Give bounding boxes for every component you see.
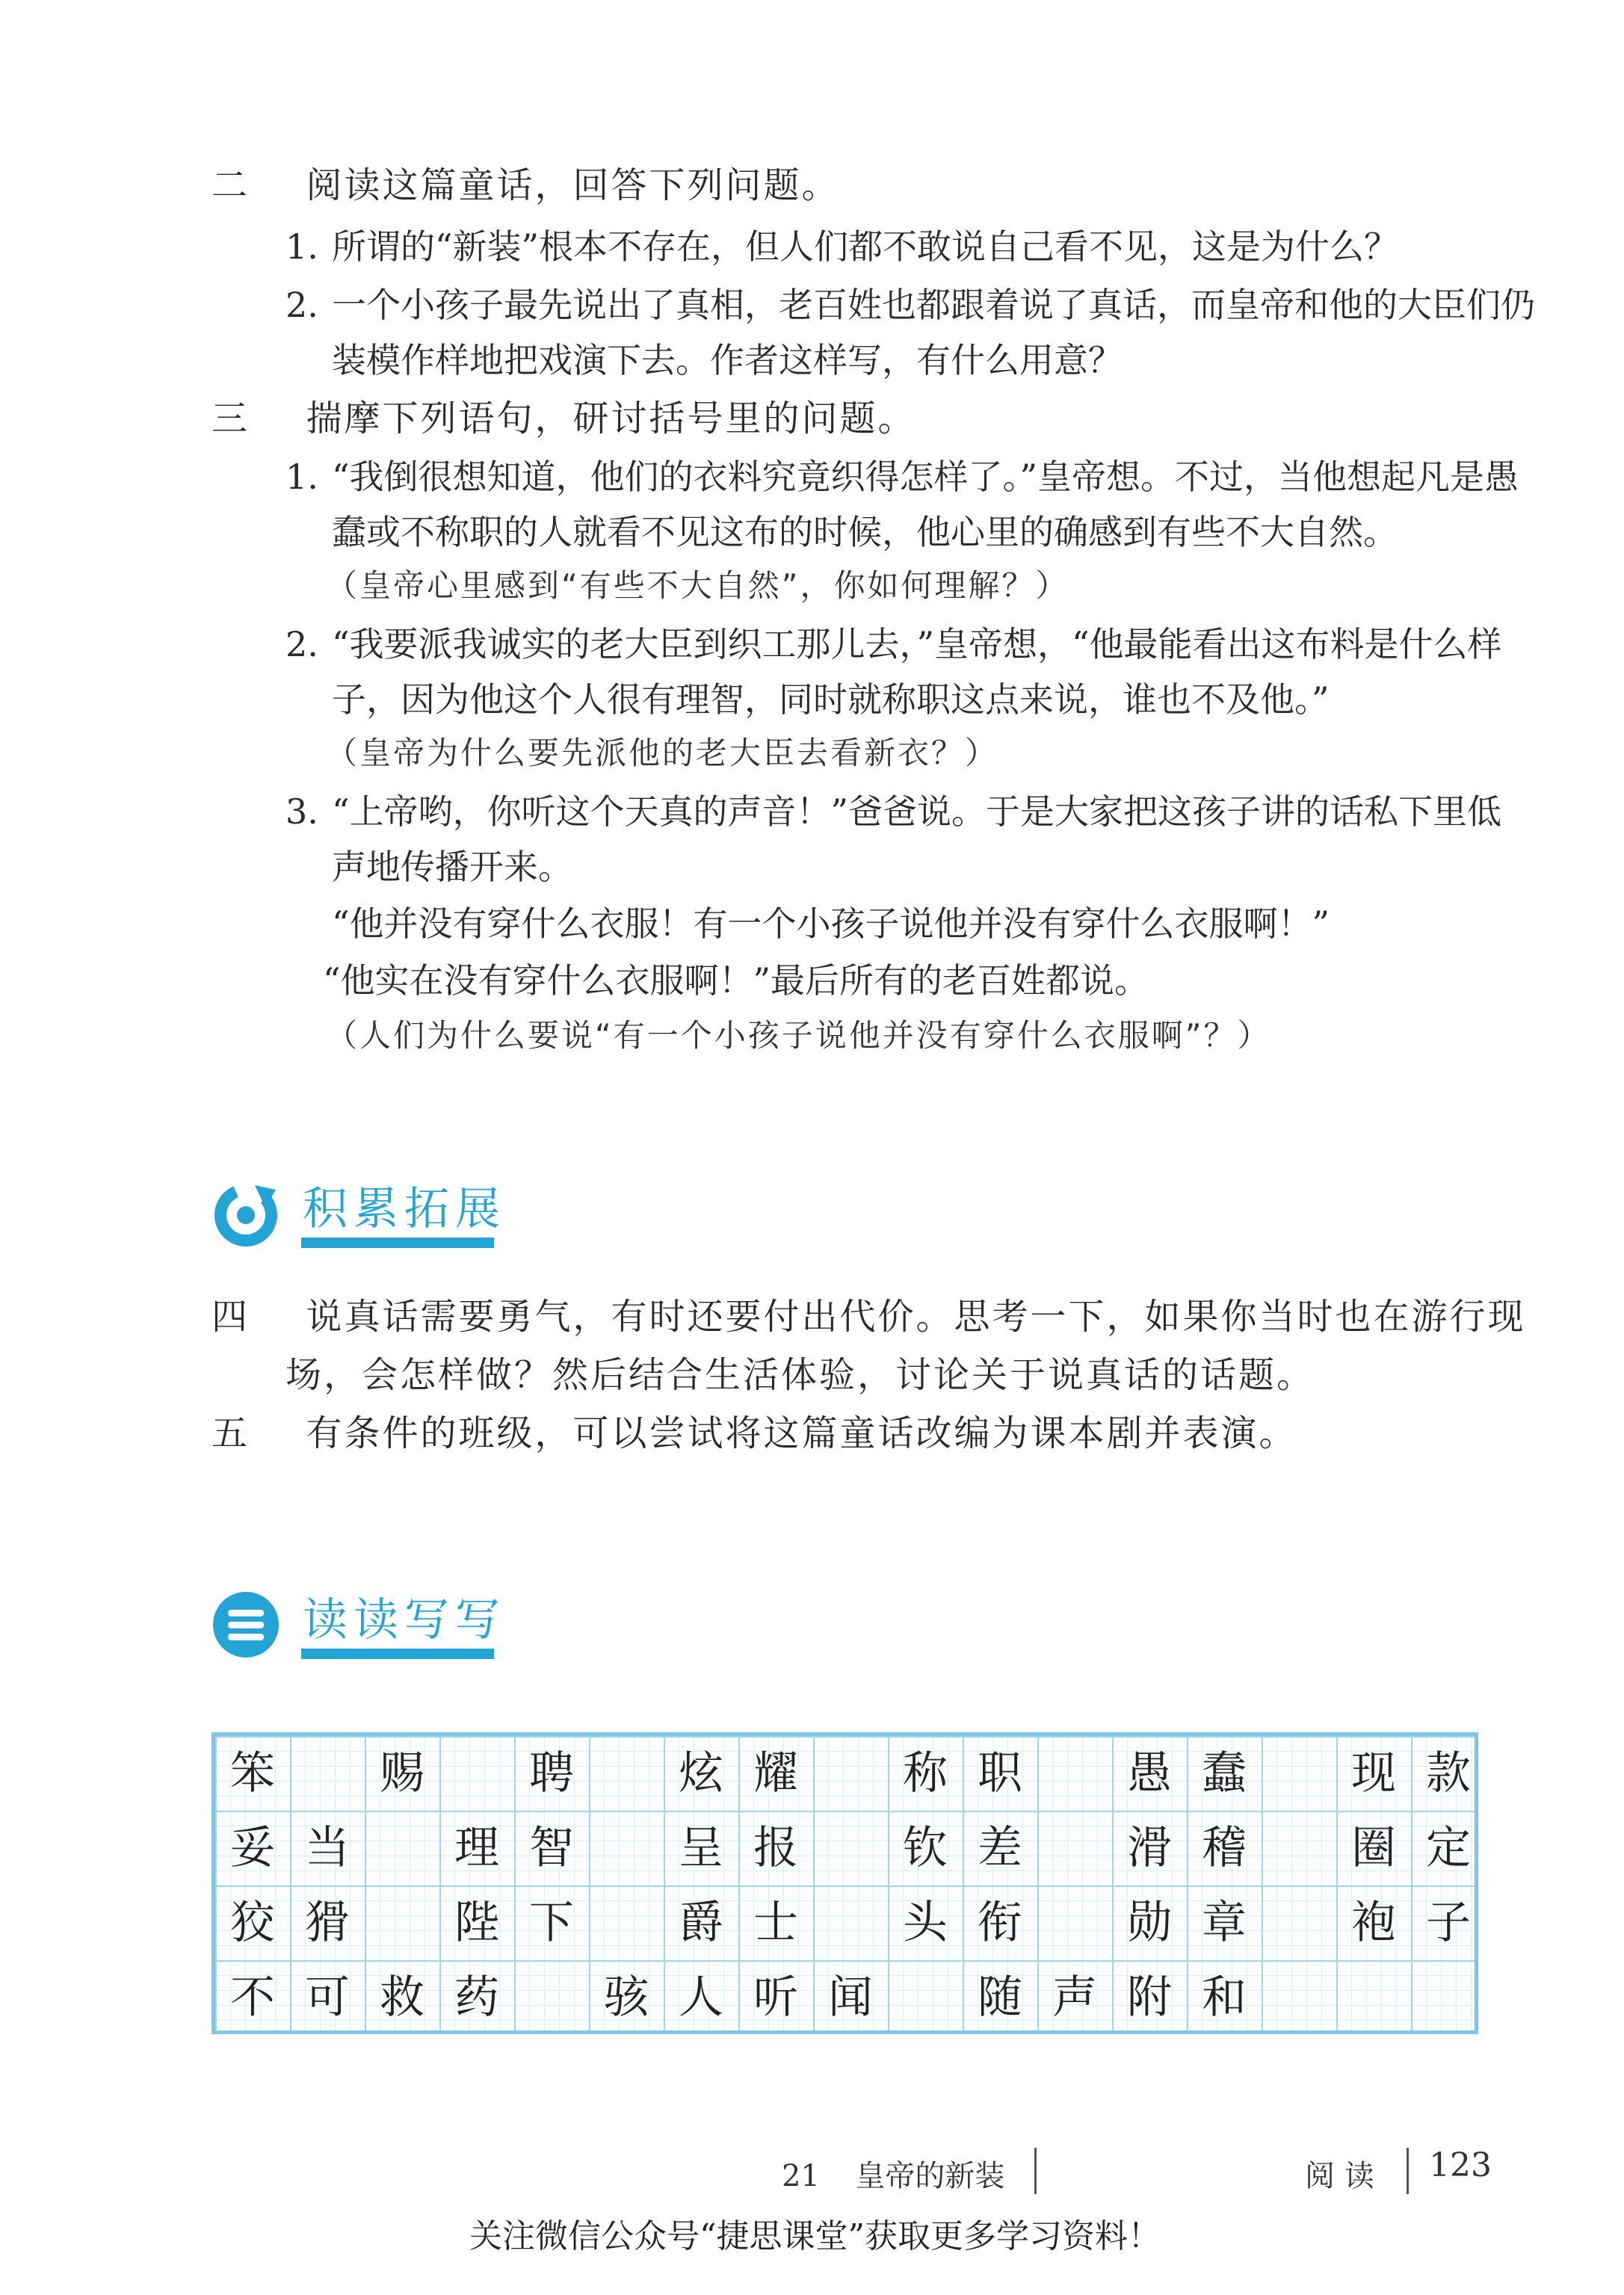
grid-char-cell: 章 bbox=[1202, 1897, 1247, 1949]
grid-char-cell: 听 bbox=[753, 1971, 798, 2024]
q3-marker: 三 bbox=[212, 398, 248, 439]
grid-empty-cell bbox=[1411, 1960, 1486, 2035]
grid-empty-cell bbox=[514, 1960, 589, 2035]
grid-char-cell: 药 bbox=[454, 1971, 499, 2024]
grid-char-cell: 狡 bbox=[230, 1897, 275, 1949]
word-grid bbox=[212, 1732, 1478, 2034]
grid-char-cell: 陛 bbox=[454, 1897, 499, 1949]
grid-char-cell: 聘 bbox=[529, 1747, 574, 1800]
section-readwrite-underline bbox=[301, 1649, 494, 1659]
q3-item-2-line-2: 子，因为他这个人很有理智，同时就称职这点来说，谁也不及他。” bbox=[332, 679, 1330, 720]
grid-char-cell: 愚 bbox=[1127, 1747, 1172, 1800]
grid-char-cell: 呈 bbox=[679, 1822, 723, 1874]
q5-text-1: 有条件的班级，可以尝试将这篇童话改编为课本剧并表演。 bbox=[306, 1412, 1297, 1454]
grid-char-cell: 职 bbox=[978, 1747, 1022, 1800]
section-accumulate-title: 积累拓展 bbox=[303, 1183, 506, 1235]
grid-empty-cell bbox=[1037, 1811, 1112, 1885]
q2-item-2-number: 2. bbox=[285, 285, 318, 325]
q3-item-2-hint: （皇帝为什么要先派他的老大臣去看新衣？） bbox=[326, 735, 999, 771]
q4-line-1 bbox=[212, 1294, 1526, 1339]
grid-char-cell: 下 bbox=[529, 1897, 574, 1949]
grid-char-cell: 赐 bbox=[380, 1747, 424, 1800]
grid-char-cell: 头 bbox=[903, 1897, 948, 1949]
grid-empty-cell bbox=[1262, 1736, 1336, 1811]
q5-marker: 五 bbox=[212, 1412, 248, 1454]
grid-char-cell: 衔 bbox=[978, 1897, 1022, 1949]
q3-item-2-number: 2. bbox=[285, 624, 318, 664]
refresh-arrow-icon bbox=[212, 1181, 280, 1250]
grid-empty-cell bbox=[589, 1736, 664, 1811]
grid-char-cell: 滑 bbox=[1127, 1822, 1172, 1874]
footer-lesson-number: 21 bbox=[782, 2159, 820, 2193]
grid-char-cell: 款 bbox=[1426, 1747, 1471, 1800]
grid-empty-cell bbox=[290, 1736, 365, 1811]
q3-item-3-line-3: “他并没有穿什么衣服！有一个小孩子说他并没有穿什么衣服啊！” bbox=[332, 904, 1330, 944]
q3-item-1-hint: （皇帝心里感到“有些不大自然”，你如何理解？） bbox=[326, 567, 1069, 604]
grid-char-cell: 笨 bbox=[230, 1747, 275, 1800]
q4-text-2: 场，会怎样做？然后结合生活体验，讨论关于说真话的话题。 bbox=[285, 1354, 1315, 1396]
q3-item-3-line-1: “上帝哟，你听这个天真的声音！”爸爸说。于是大家把这孩子讲的话私下里低 bbox=[332, 791, 1502, 832]
q3-item-1-line-1: “我倒很想知道，他们的衣料究竟织得怎样了。”皇帝想。不过，当他想起凡是愚 bbox=[332, 457, 1519, 497]
section-accumulate-underline bbox=[301, 1238, 494, 1248]
footer-promo: 关注微信公众号“捷思课堂”获取更多学习资料！ bbox=[469, 2217, 1161, 2255]
q2-title: 阅读这篇童话，回答下列问题。 bbox=[306, 164, 840, 206]
grid-char-cell: 人 bbox=[679, 1971, 723, 2024]
grid-char-cell: 和 bbox=[1202, 1971, 1247, 2024]
grid-char-cell: 声 bbox=[1052, 1971, 1097, 2024]
q3-item-1-line-2: 蠢或不称职的人就看不见这布的时候，他心里的确感到有些不大自然。 bbox=[332, 512, 1398, 552]
grid-empty-cell bbox=[589, 1811, 664, 1885]
grid-char-cell: 稽 bbox=[1202, 1822, 1247, 1874]
grid-empty-cell bbox=[813, 1885, 888, 1960]
grid-empty-cell bbox=[888, 1960, 963, 2035]
q3-item-2 bbox=[285, 622, 1502, 667]
grid-empty-cell bbox=[1262, 1811, 1336, 1885]
grid-char-cell: 理 bbox=[454, 1822, 499, 1874]
footer-unit: 阅 读 bbox=[1305, 2159, 1374, 2193]
q2-item-2-line-1: 一个小孩子最先说出了真相，老百姓也都跟着说了真话，而皇帝和他的大臣们仍 bbox=[332, 285, 1535, 325]
q3-item-3-number: 3. bbox=[285, 791, 318, 832]
q3-item-2-line-1: “我要派我诚实的老大臣到织工那儿去，”皇帝想，“他最能看出这布料是什么样 bbox=[332, 624, 1502, 664]
grid-char-cell: 子 bbox=[1426, 1897, 1471, 1949]
grid-char-cell: 爵 bbox=[679, 1897, 723, 1949]
grid-char-cell: 当 bbox=[305, 1822, 350, 1874]
list-lines-icon bbox=[212, 1590, 280, 1659]
q3-title: 揣摩下列语句，研讨括号里的问题。 bbox=[306, 398, 916, 439]
grid-empty-cell bbox=[365, 1811, 439, 1885]
footer-lesson bbox=[782, 2152, 1004, 2195]
grid-char-cell: 袍 bbox=[1351, 1897, 1396, 1949]
grid-char-cell: 钦 bbox=[903, 1822, 948, 1874]
grid-empty-cell bbox=[1262, 1960, 1336, 2035]
grid-char-cell: 救 bbox=[380, 1971, 424, 2024]
q2-item-2 bbox=[285, 282, 1535, 327]
q3-item-3-line-2: 声地传播开来。 bbox=[332, 847, 572, 887]
grid-char-cell: 可 bbox=[305, 1971, 350, 2024]
footer-divider-1 bbox=[1034, 2148, 1037, 2194]
grid-empty-cell bbox=[813, 1736, 888, 1811]
grid-char-cell: 现 bbox=[1351, 1747, 1396, 1800]
footer-page-number: 123 bbox=[1429, 2146, 1492, 2184]
grid-char-cell: 智 bbox=[529, 1822, 574, 1874]
footer-divider-2 bbox=[1407, 2148, 1409, 2194]
q3-item-3-line-4: “他实在没有穿什么衣服啊！”最后所有的老百姓都说。 bbox=[323, 960, 1149, 1001]
q3-item-1-number: 1. bbox=[285, 457, 318, 497]
grid-char-cell: 差 bbox=[978, 1822, 1022, 1874]
q3-item-3 bbox=[285, 789, 1501, 834]
grid-char-cell: 猾 bbox=[305, 1897, 350, 1949]
grid-char-cell: 随 bbox=[978, 1971, 1022, 2024]
section-readwrite-title: 读读写写 bbox=[303, 1594, 506, 1646]
grid-char-cell: 圈 bbox=[1351, 1822, 1396, 1874]
q2-marker: 二 bbox=[212, 164, 248, 206]
q3-title-line bbox=[212, 396, 916, 441]
q2-title-line bbox=[212, 163, 840, 208]
grid-char-cell: 耀 bbox=[753, 1747, 798, 1800]
q2-item-1 bbox=[285, 224, 1398, 269]
grid-empty-cell bbox=[813, 1811, 888, 1885]
q2-item-1-number: 1. bbox=[285, 226, 318, 267]
footer-lesson-title: 皇帝的新装 bbox=[855, 2159, 1005, 2193]
grid-char-cell: 附 bbox=[1127, 1971, 1172, 2024]
grid-char-cell: 闻 bbox=[828, 1971, 873, 2024]
grid-empty-cell bbox=[1037, 1885, 1112, 1960]
q3-item-3-hint: （人们为什么要说“有一个小孩子说他并没有穿什么衣服啊”？） bbox=[326, 1017, 1271, 1054]
q4-marker: 四 bbox=[212, 1296, 248, 1338]
grid-empty-cell bbox=[1336, 1960, 1411, 2035]
grid-char-cell: 不 bbox=[230, 1971, 275, 2024]
grid-empty-cell bbox=[589, 1885, 664, 1960]
grid-empty-cell bbox=[439, 1736, 514, 1811]
q2-item-1-line-1: 所谓的“新装”根本不存在，但人们都不敢说自己看不见，这是为什么？ bbox=[332, 226, 1399, 267]
grid-char-cell: 妥 bbox=[230, 1822, 275, 1874]
grid-empty-cell bbox=[365, 1885, 439, 1960]
grid-char-cell: 骇 bbox=[604, 1971, 649, 2024]
grid-char-cell: 炫 bbox=[679, 1747, 723, 1800]
grid-empty-cell bbox=[1262, 1885, 1336, 1960]
grid-char-cell: 蠢 bbox=[1202, 1747, 1247, 1800]
grid-char-cell: 勋 bbox=[1127, 1897, 1172, 1949]
grid-char-cell: 士 bbox=[753, 1897, 798, 1949]
q2-item-2-line-2: 装模作样地把戏演下去。作者这样写，有什么用意？ bbox=[332, 340, 1123, 380]
grid-char-cell: 称 bbox=[903, 1747, 948, 1800]
q4-text-1: 说真话需要勇气，有时还要付出代价。思考一下，如果你当时也在游行现 bbox=[306, 1296, 1526, 1338]
grid-char-cell: 定 bbox=[1426, 1822, 1471, 1874]
grid-empty-cell bbox=[1037, 1736, 1112, 1811]
grid-char-cell: 报 bbox=[753, 1822, 798, 1874]
q5-line-1 bbox=[212, 1411, 1297, 1456]
q3-item-1 bbox=[285, 454, 1519, 499]
